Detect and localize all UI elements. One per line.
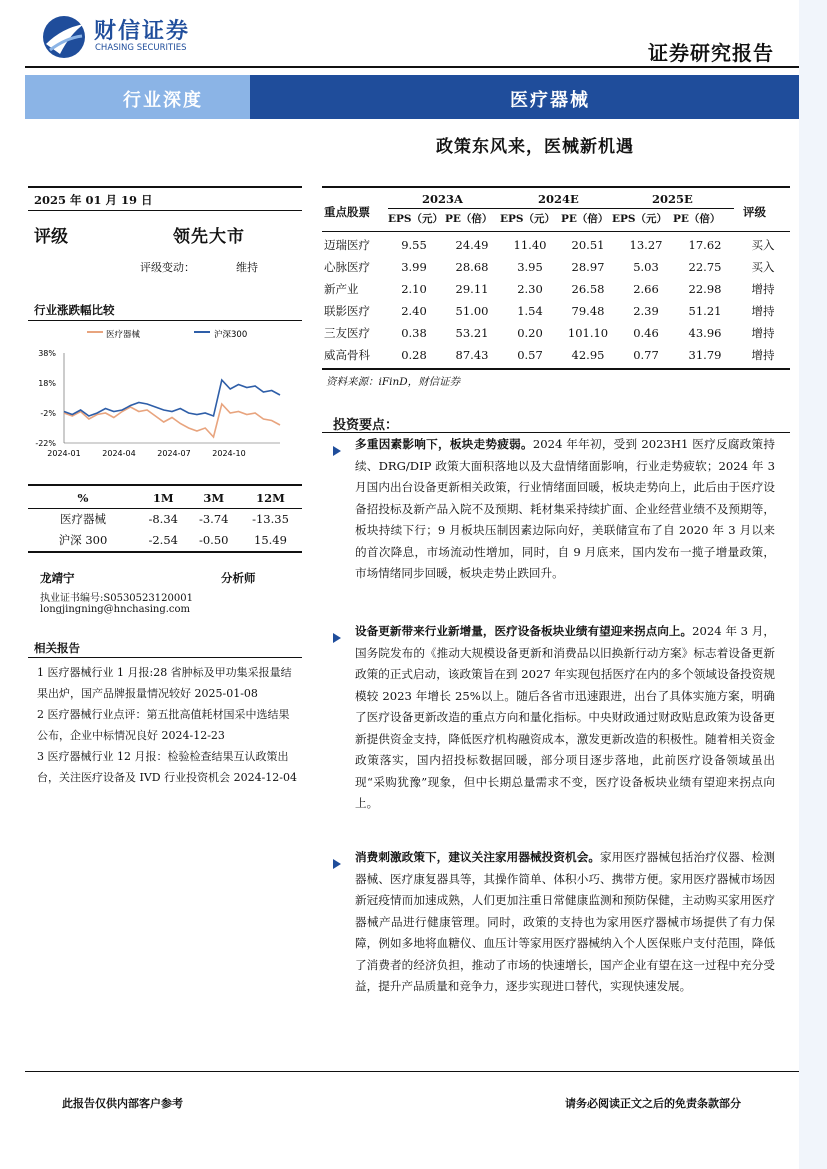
- legend-industry: 医疗器械: [106, 330, 141, 340]
- perf-table-row: [28, 508, 302, 529]
- perf-cell: 沪深 300: [58, 532, 108, 547]
- related-item[interactable]: 2 医疗器械行业点评：第五批高值耗材国采中选结果公布，企业中标情况良好 2024-12-23: [37, 708, 290, 742]
- stock-name-cell: 威高骨科: [324, 348, 370, 362]
- perf-header-cell: 3M: [203, 490, 225, 505]
- page-side-strip: [799, 0, 827, 1169]
- analyst-email[interactable]: longjingning@hnchasing.com: [40, 604, 191, 615]
- header-divider: [25, 66, 799, 68]
- stock-table-top-rule: [322, 186, 790, 188]
- stock-key-label: 重点股票: [324, 205, 370, 219]
- stock-row: [322, 344, 790, 366]
- stock-value-cell: 42.95: [571, 348, 605, 362]
- stock-name-cell: 三友医疗: [324, 326, 370, 340]
- logo-cn: 财信证券: [94, 19, 191, 44]
- sub-pe: PE（倍）: [445, 213, 493, 225]
- legend-swatch-hs300: [194, 331, 210, 333]
- perf-cell: -0.50: [198, 532, 229, 547]
- sub-eps: EPS（元）: [612, 213, 667, 225]
- invest-point-bold: 设备更新带来行业新增量，医疗设备板块业绩有望迎来拐点向上。: [355, 624, 693, 638]
- invest-title: 投资要点：: [333, 418, 399, 433]
- related-list: [37, 662, 299, 788]
- stock-name-cell: 心脉医疗: [324, 260, 370, 274]
- x-tick-label: 2024-04: [102, 449, 136, 458]
- stock-value-cell: 0.38: [401, 326, 427, 340]
- stock-value-cell: 22.75: [688, 260, 722, 274]
- invest-bullet-icon: [333, 628, 341, 647]
- sub-eps: EPS（元）: [388, 213, 443, 225]
- rating-change-label: 评级变动：: [140, 261, 195, 274]
- stock-row: [322, 234, 790, 256]
- perf-chart: [30, 325, 300, 465]
- invest-point-text: 2024 年年初，受到 2023H1 医疗反腐政策持续、DRG/DIP 政策大面积落地以及大盘情绪面影响，行业走势疲软；2024 年 3 月国内出台设备更新相关政策，行业情绪面回暖，板块走势向上，此后由于医疗设备招投标及新产品入院不及预期、耗材集采持续扩面、企业经营业绩不及预期等，板块持续下行；9 月板块压制因素边际向好，美联储宣布了自 2020 年 3 月以来的首次降息，市场流动性增加，同时，自 9 月底来，国内发布一揽子增量政策，市场情绪同步回暖，板块走势止跌回升。: [355, 437, 775, 580]
- related-item[interactable]: 1 医疗器械行业 1 月报:28 省肿标及甲功集采报量结果出炉，国产品牌报量情况较好 2025-01-08: [37, 666, 292, 700]
- year-2023a: 2023A: [422, 192, 463, 206]
- chart-top-rule: [28, 320, 302, 321]
- stock-header-rule: [322, 231, 790, 232]
- perf-table-header: [28, 487, 302, 508]
- stock-value-cell: 53.21: [455, 326, 489, 340]
- perf-chart-title: 行业涨跌幅比较: [34, 303, 115, 317]
- banner-right-text: 医疗器械: [510, 90, 590, 111]
- stock-value-cell: 2.30: [517, 282, 543, 296]
- stock-row: [322, 256, 790, 278]
- rating-label: 评级: [34, 227, 68, 247]
- stock-table: [322, 234, 790, 366]
- stock-row: [322, 322, 790, 344]
- series-line-hs300: [64, 380, 280, 416]
- stock-value-cell: 2.40: [401, 304, 427, 318]
- stock-value-cell: 17.62: [688, 238, 722, 252]
- invest-point-text: 2024 年 3 月，国务院发布的《推动大规模设备更新和消费品以旧换新行动方案》标志着设备更新政策的正式启动，该政策旨在到 2027 年实现包括医疗在内的多个领域设备投资规模较 2023 年增长 25%以上。随后各省市迅速跟进，出台了具体实施方案，明确了医疗设备更新改造的重点方向和量化指标。中央财政通过财政贴息政策为设备更新提供资金支持，降低医疗机构融资成本，激发更新改造的积极性。随着相关资金政策落实，国内招投标数据回暖，部分项目逐步落地，此前医疗设备领域虽出现“采购犹豫”现象，但中长期总量需求不变，医疗设备板块业绩有望迎来拐点向上。: [355, 624, 775, 810]
- stock-value-cell: 2.10: [401, 282, 427, 296]
- perf-header-cell: 1M: [152, 490, 174, 505]
- stock-rating-cell: 增持: [751, 304, 775, 318]
- sub-eps: EPS（元）: [500, 213, 555, 225]
- footer-rule: [25, 1071, 799, 1072]
- y-tick-label: -2%: [40, 409, 56, 418]
- year-2025e: 2025E: [652, 192, 693, 206]
- stock-value-cell: 43.96: [688, 326, 722, 340]
- report-title: 政策东风来，医械新机遇: [436, 137, 634, 157]
- perf-table-row: [28, 529, 302, 550]
- stock-value-cell: 31.79: [688, 348, 722, 362]
- stock-value-cell: 9.55: [401, 238, 427, 252]
- stock-value-cell: 26.58: [571, 282, 605, 296]
- stock-value-cell: 79.48: [571, 304, 605, 318]
- invest-bullet-icon: [333, 854, 341, 873]
- stock-value-cell: 29.11: [455, 282, 489, 296]
- stock-source: 资料来源：iFinD，财信证券: [326, 376, 461, 388]
- legend-hs300: 沪深300: [214, 330, 248, 340]
- footer-right: 请务必阅读正文之后的免责条款部分: [565, 1097, 741, 1110]
- x-tick-label: 2024-07: [157, 449, 191, 458]
- analyst-license: 执业证书编号:S0530523120001: [40, 593, 193, 604]
- y-tick-label: -22%: [35, 439, 56, 448]
- invest-point-bold: 消费刺激政策下，建议关注家用器械投资机会。: [355, 850, 601, 864]
- stock-rating-cell: 买入: [751, 260, 775, 274]
- stock-table-bottom-rule: [322, 368, 790, 370]
- x-tick-label: 2024-01: [47, 449, 81, 458]
- stock-value-cell: 2.66: [633, 282, 659, 296]
- stock-value-cell: 2.39: [633, 304, 659, 318]
- stock-row: [322, 278, 790, 300]
- invest-rule: [322, 432, 790, 433]
- y-tick-label: 38%: [38, 349, 56, 358]
- perf-cell: -13.35: [252, 511, 289, 526]
- stock-value-cell: 22.98: [688, 282, 722, 296]
- banner-left-text: 行业深度: [123, 90, 203, 111]
- perf-header-cell: 12M: [256, 490, 285, 505]
- report-type: 证券研究报告: [648, 41, 774, 65]
- analyst-role: 分析师: [221, 571, 256, 585]
- perf-cell: -8.34: [148, 511, 178, 526]
- stock-value-cell: 11.40: [513, 238, 547, 252]
- stock-value-cell: 24.49: [455, 238, 489, 252]
- footer-left: 此报告仅供内部客户参考: [62, 1097, 183, 1110]
- invest-point-1: [355, 434, 775, 585]
- perf-table: [28, 487, 302, 550]
- y-tick-label: 18%: [38, 379, 56, 388]
- logo-en: CHASING SECURITIES: [95, 43, 187, 53]
- date-rule: [28, 210, 302, 211]
- stock-value-cell: 0.20: [517, 326, 543, 340]
- stock-value-cell: 51.21: [688, 304, 722, 318]
- perf-cell: 医疗器械: [60, 511, 106, 526]
- stock-name-cell: 迈瑞医疗: [324, 238, 370, 252]
- report-date: 2025 年 01 月 19 日: [34, 193, 153, 207]
- invest-point-text: 家用医疗器械包括治疗仪器、检测器械、医疗康复器具等，其操作简单、体积小巧、携带方便。家用医疗器械市场因新冠疫情而加速成熟，人们更加注重日常健康监测和预防保健，主动购买家用医疗器械产品进行健康管理。同时，政策的支持也为家用医疗器械市场提供了有力保障，例如多地将血糖仪、血压计等家用医疗器械纳入个人医保账户支付范围，降低了消费者的经济负担，推动了市场的快速增长，国产企业有望在这一过程中充分受益，提升产品质量和竞争力，逐步实现进口替代，实现快速发展。: [355, 850, 775, 993]
- perf-cell: -3.74: [198, 511, 229, 526]
- stock-rating-label: 评级: [743, 205, 766, 219]
- rating-value: 领先大市: [173, 227, 245, 247]
- stock-value-cell: 0.57: [517, 348, 543, 362]
- x-tick-label: 2024-10: [212, 449, 246, 458]
- perf-header-cell: %: [77, 490, 89, 505]
- invest-bullet-icon: [333, 441, 341, 460]
- stock-value-cell: 0.28: [401, 348, 427, 362]
- related-title: 相关报告: [34, 641, 80, 655]
- left-top-rule: [28, 186, 302, 188]
- stock-value-cell: 3.99: [401, 260, 427, 274]
- perf-cell: -2.54: [148, 532, 178, 547]
- stock-value-cell: 28.97: [571, 260, 605, 274]
- sub-pe: PE（倍）: [673, 213, 721, 225]
- stock-rating-cell: 增持: [751, 326, 775, 340]
- perf-table-mid-rule: [28, 508, 302, 509]
- stock-rating-cell: 增持: [751, 282, 775, 296]
- invest-point-3: [355, 847, 775, 998]
- banner-right: [250, 75, 799, 119]
- year-rule: [388, 208, 734, 209]
- stock-name-cell: 新产业: [324, 282, 359, 296]
- stock-row: [322, 300, 790, 322]
- invest-point-bold: 多重因素影响下，板块走势疲弱。: [355, 437, 533, 451]
- logo-mark: [40, 14, 88, 60]
- banner-left: [25, 75, 250, 119]
- stock-value-cell: 0.77: [633, 348, 659, 362]
- stock-value-cell: 20.51: [571, 238, 605, 252]
- perf-cell: 15.49: [254, 532, 287, 547]
- stock-value-cell: 87.43: [455, 348, 489, 362]
- stock-value-cell: 1.54: [517, 304, 543, 318]
- perf-table-bottom-rule: [28, 551, 302, 553]
- analyst-name: 龙靖宁: [40, 571, 75, 585]
- rating-change-value: 维持: [236, 261, 258, 274]
- legend-swatch-industry: [87, 331, 103, 333]
- stock-value-cell: 0.46: [633, 326, 659, 340]
- related-item[interactable]: 3 医疗器械行业 12 月报：检验检查结果互认政策出台，关注医疗设备及 IVD 行业投资机会 2024-12-04: [37, 750, 298, 784]
- stock-value-cell: 3.95: [517, 260, 543, 274]
- year-2024e: 2024E: [538, 192, 579, 206]
- perf-table-top-rule: [28, 484, 302, 486]
- sub-pe: PE（倍）: [561, 213, 609, 225]
- series-line-industry: [64, 404, 280, 437]
- stock-value-cell: 28.68: [455, 260, 489, 274]
- stock-value-cell: 5.03: [633, 260, 659, 274]
- invest-point-2: [355, 621, 775, 815]
- stock-value-cell: 51.00: [455, 304, 489, 318]
- stock-rating-cell: 增持: [751, 348, 775, 362]
- stock-value-cell: 13.27: [629, 238, 663, 252]
- related-rule: [28, 657, 302, 658]
- stock-rating-cell: 买入: [751, 238, 775, 252]
- stock-name-cell: 联影医疗: [324, 304, 370, 318]
- stock-value-cell: 101.10: [567, 326, 609, 340]
